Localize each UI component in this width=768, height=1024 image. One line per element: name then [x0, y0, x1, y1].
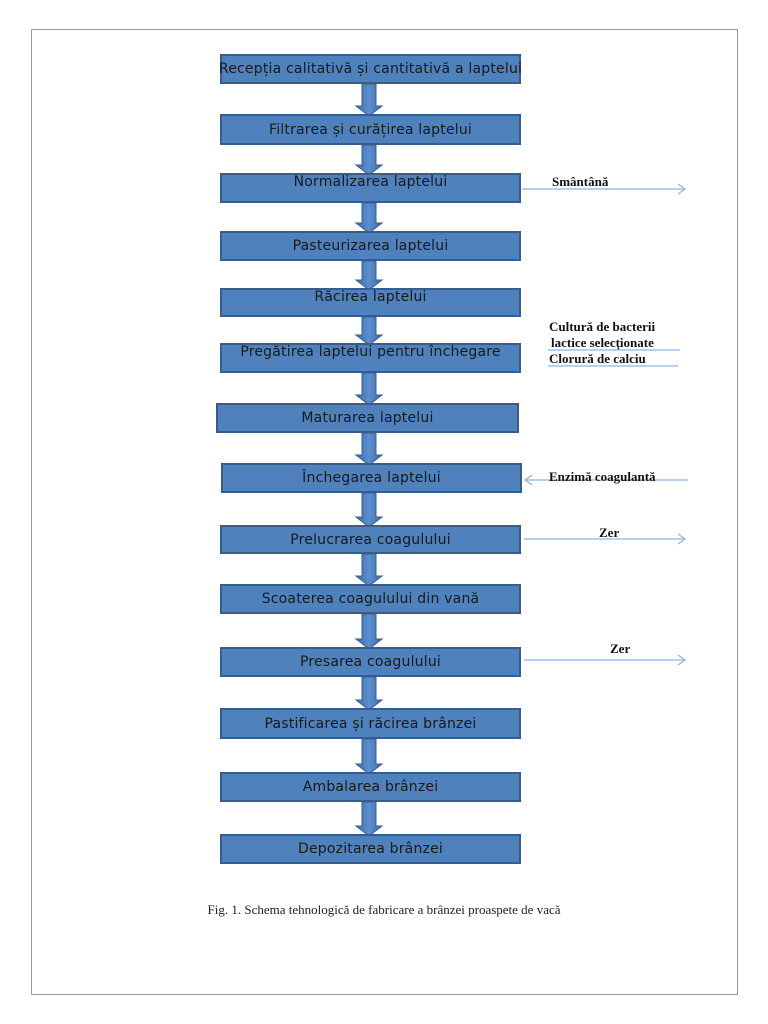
flow-arrow: [356, 433, 382, 465]
step-normalizarea: Normalizarea laptelui: [220, 173, 521, 203]
step-presarea: Presarea coagulului: [220, 647, 521, 677]
flow-arrow: [356, 317, 382, 345]
flow-arrow: [356, 677, 382, 710]
step-receptia: Recepția calitativă și cantitativă a laptelui: [220, 54, 521, 84]
flow-arrow: [356, 739, 382, 774]
flow-arrow: [356, 802, 382, 836]
flow-arrow: [356, 145, 382, 175]
flow-arrow: [356, 493, 382, 527]
step-maturarea: Maturarea laptelui: [216, 403, 519, 433]
step-filtrarea: Filtrarea și curățirea laptelui: [220, 114, 521, 145]
step-racirea: Răcirea laptelui: [220, 288, 521, 317]
step-pregatirea: Pregătirea laptelui pentru închegare: [220, 343, 521, 373]
step-prelucrarea: Prelucrarea coagulului: [220, 525, 521, 554]
label-cultura-bacterii: Cultură de bacterii: [549, 319, 656, 334]
step-pastificarea: Pastificarea și răcirea brânzei: [220, 708, 521, 739]
label-enzima-coagulanta: Enzimă coagulantă: [549, 469, 656, 484]
label-lactice-selectionate: lactice selecționate: [551, 335, 654, 350]
step-scoaterea: Scoaterea coagulului din vană: [220, 584, 521, 614]
label-clorura-calciu: Clorură de calciu: [549, 351, 646, 366]
flow-arrow: [356, 373, 382, 405]
label-zer-2: Zer: [610, 641, 631, 656]
label-zer-1: Zer: [599, 525, 620, 540]
flow-arrow: [356, 614, 382, 649]
step-inchegarea: Închegarea laptelui: [221, 463, 522, 493]
flow-arrow: [356, 203, 382, 233]
flow-arrow: [356, 261, 382, 290]
step-pasteurizarea: Pasteurizarea laptelui: [220, 231, 521, 261]
label-smantana: Smântână: [552, 174, 609, 189]
step-depozitarea: Depozitarea brânzei: [220, 834, 521, 864]
step-ambalarea: Ambalarea brânzei: [220, 772, 521, 802]
figure-caption: Fig. 1. Schema tehnologică de fabricare a brânzei proaspete de vacă: [207, 902, 561, 917]
flow-arrow: [356, 554, 382, 586]
flow-arrow: [356, 84, 382, 116]
